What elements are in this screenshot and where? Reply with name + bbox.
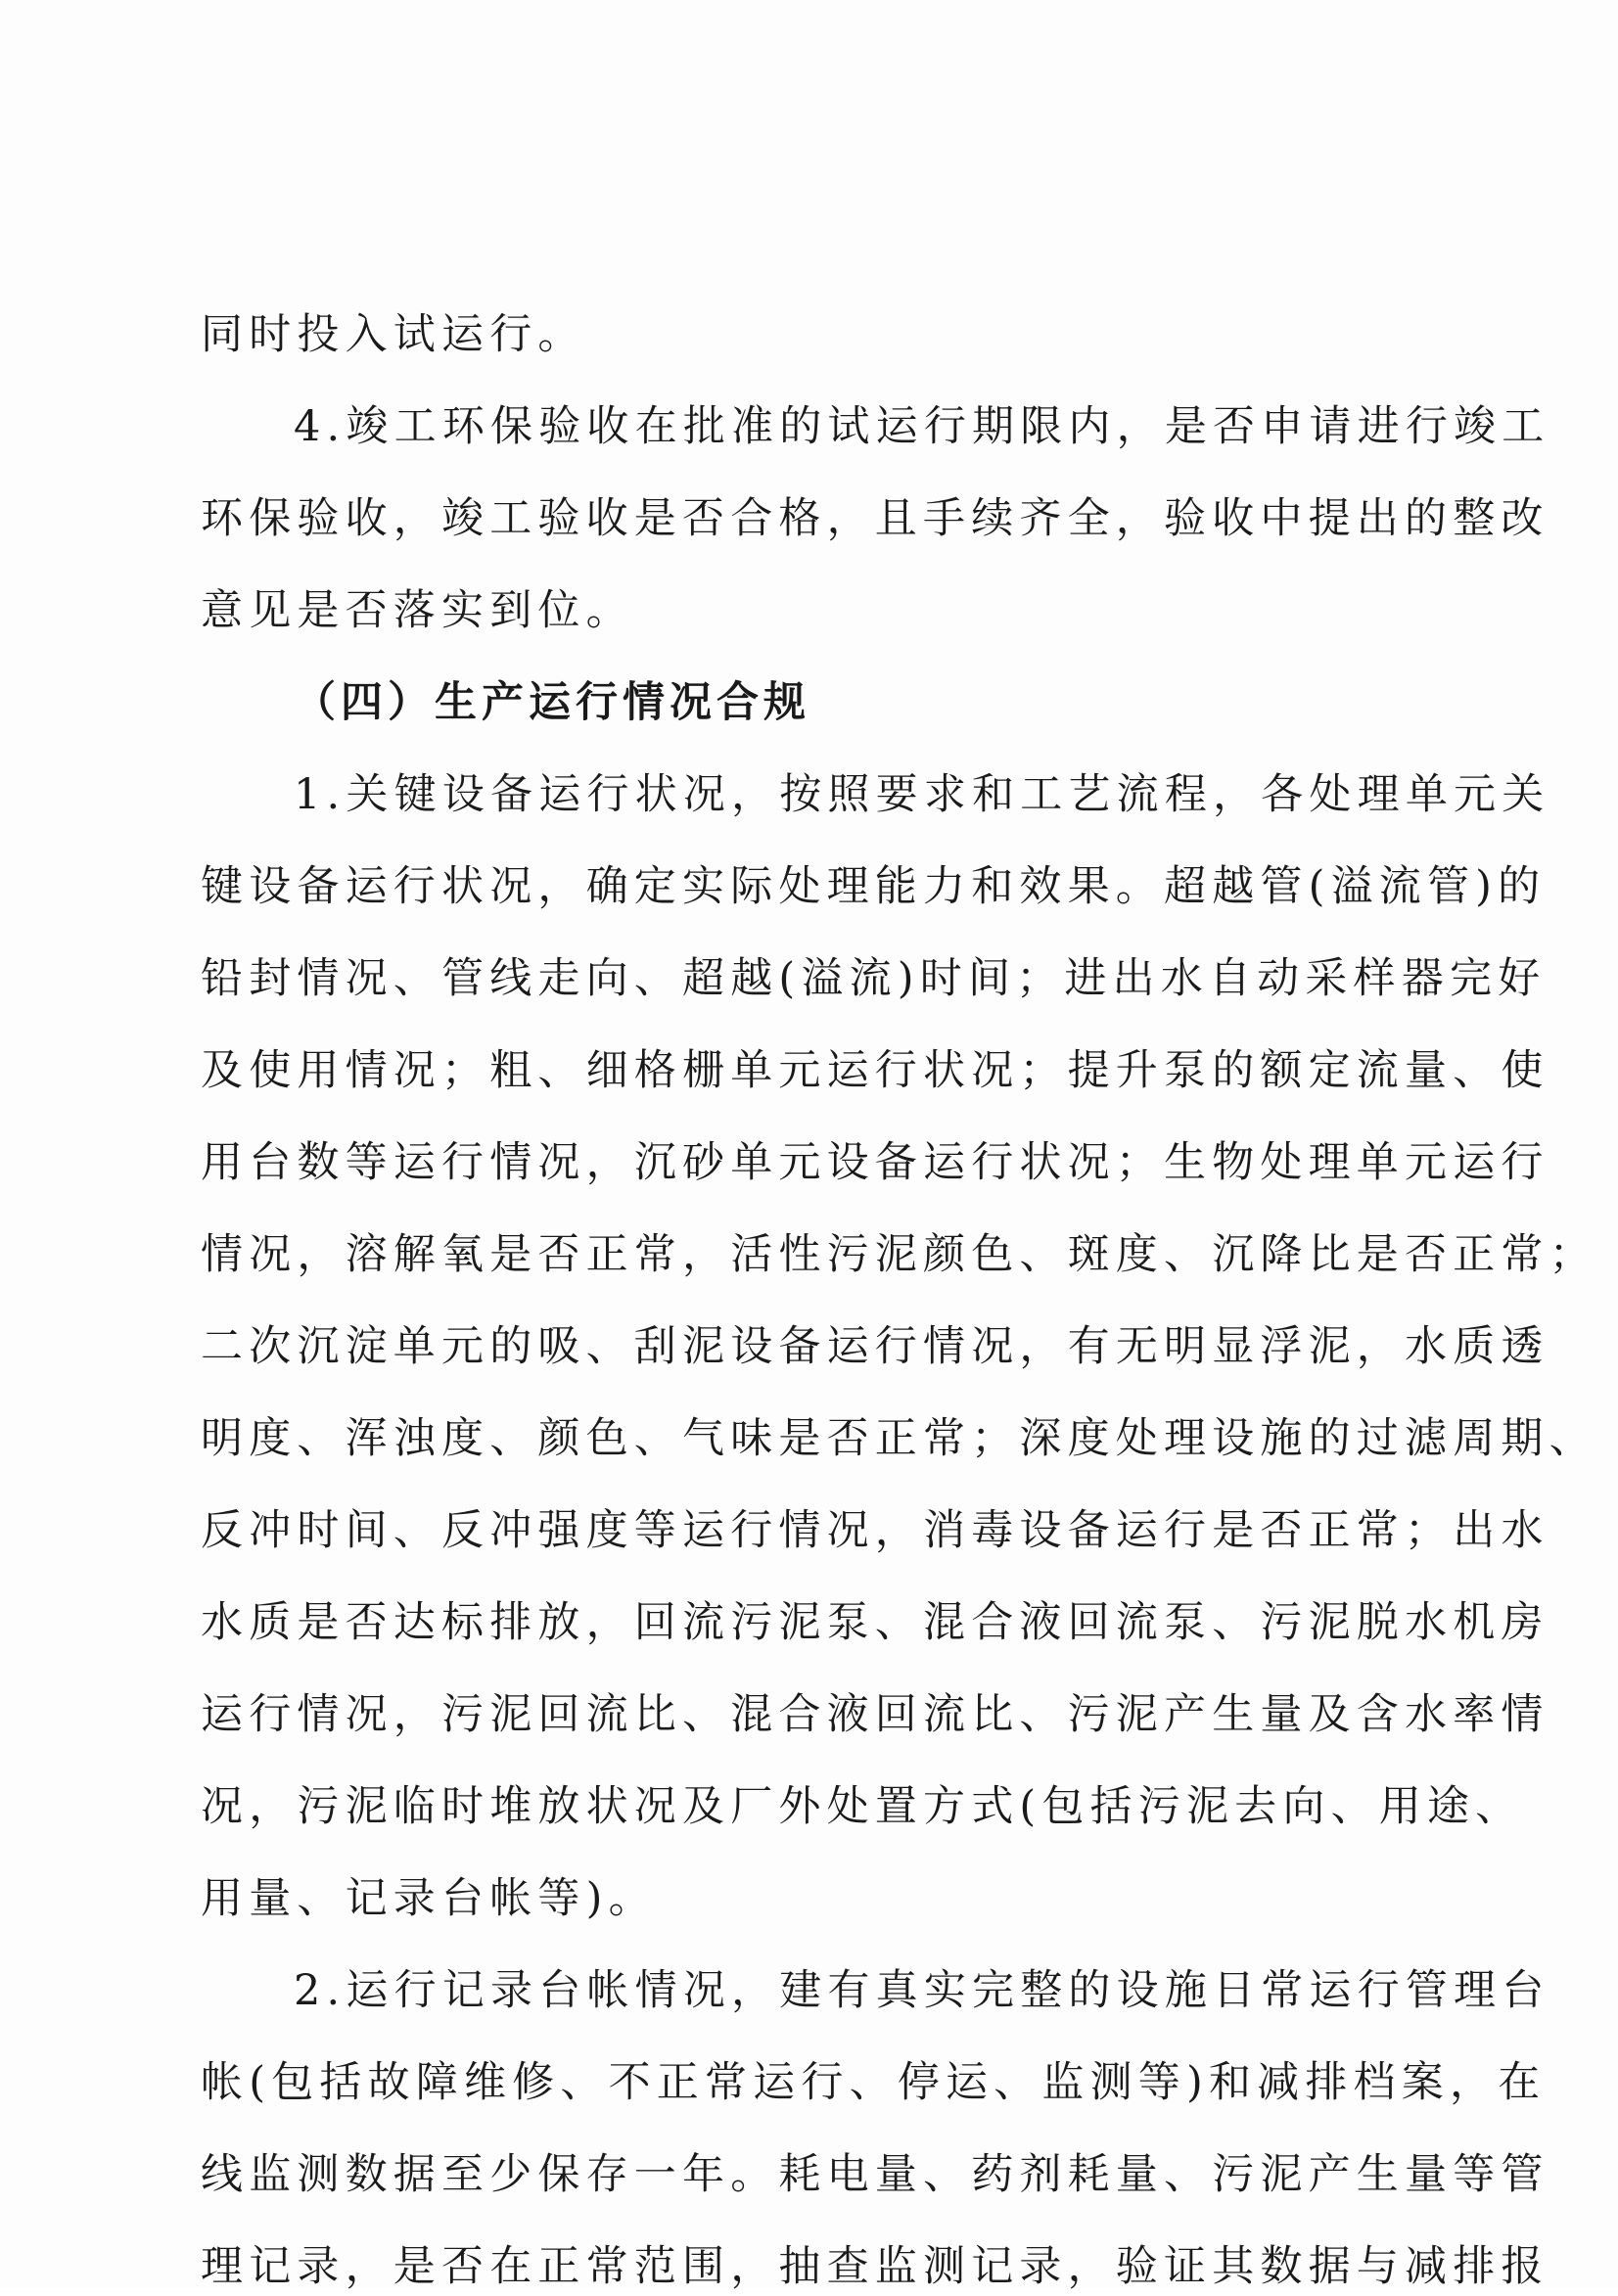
body-text-line: 同时投入试运行。	[201, 310, 586, 359]
body-text-line: 线监测数据至少保存一年。耗电量、药剂耗量、污泥产生量等管	[201, 2150, 1549, 2199]
paragraph-4-start: 4.竣工环保验收在批准的试运行期限内，是否申请进行竣工	[294, 402, 1550, 451]
body-text-line: 帐(包括故障维修、不正常运行、停运、监测等)和减排档案，在	[201, 2058, 1547, 2107]
body-text-line: 情况，溶解氧是否正常，活性污泥颜色、斑度、沉降比是否正常；	[201, 1230, 1597, 1279]
body-text-line: 明度、浑浊度、颜色、气味是否正常；深度处理设施的过滤周期、	[201, 1414, 1597, 1463]
body-text-line: 环保验收，竣工验收是否合格，且手续齐全，验收中提出的整改	[201, 494, 1549, 543]
body-text-line: 铅封情况、管线走向、超越(溢流)时间；进出水自动采样器完好	[201, 954, 1547, 1003]
body-text-line: 意见是否落实到位。	[201, 586, 634, 635]
body-text-line: 用台数等运行情况，沉砂单元设备运行状况；生物处理单元运行	[201, 1138, 1549, 1187]
section-heading: （四）生产运行情况合规	[294, 678, 810, 727]
paragraph-2-start: 2.运行记录台帐情况，建有真实完整的设施日常运行管理台	[294, 1966, 1550, 2015]
body-text-line: 及使用情况；粗、细格栅单元运行状况；提升泵的额定流量、使	[201, 1046, 1549, 1095]
body-text-line: 键设备运行状况，确定实际处理能力和效果。超越管(溢流管)的	[201, 862, 1547, 911]
body-text-line: 理记录，是否在正常范围，抽查监测记录，验证其数据与减排报	[201, 2242, 1549, 2291]
body-text-line: 用量、记录台帐等)。	[201, 1874, 657, 1923]
paragraph-1-start: 1.关键设备运行状况，按照要求和工艺流程，各处理单元关	[294, 770, 1550, 819]
body-text-line: 运行情况，污泥回流比、混合液回流比、污泥产生量及含水率情	[201, 1690, 1549, 1739]
body-text-line: 二次沉淀单元的吸、刮泥设备运行情况，有无明显浮泥，水质透	[201, 1322, 1549, 1371]
body-text-line: 反冲时间、反冲强度等运行情况，消毒设备运行是否正常；出水	[201, 1506, 1549, 1555]
body-text-line: 况，污泥临时堆放状况及厂外处置方式(包括污泥去向、用途、	[201, 1782, 1524, 1831]
body-text-line: 水质是否达标排放，回流污泥泵、混合液回流泵、污泥脱水机房	[201, 1598, 1549, 1647]
